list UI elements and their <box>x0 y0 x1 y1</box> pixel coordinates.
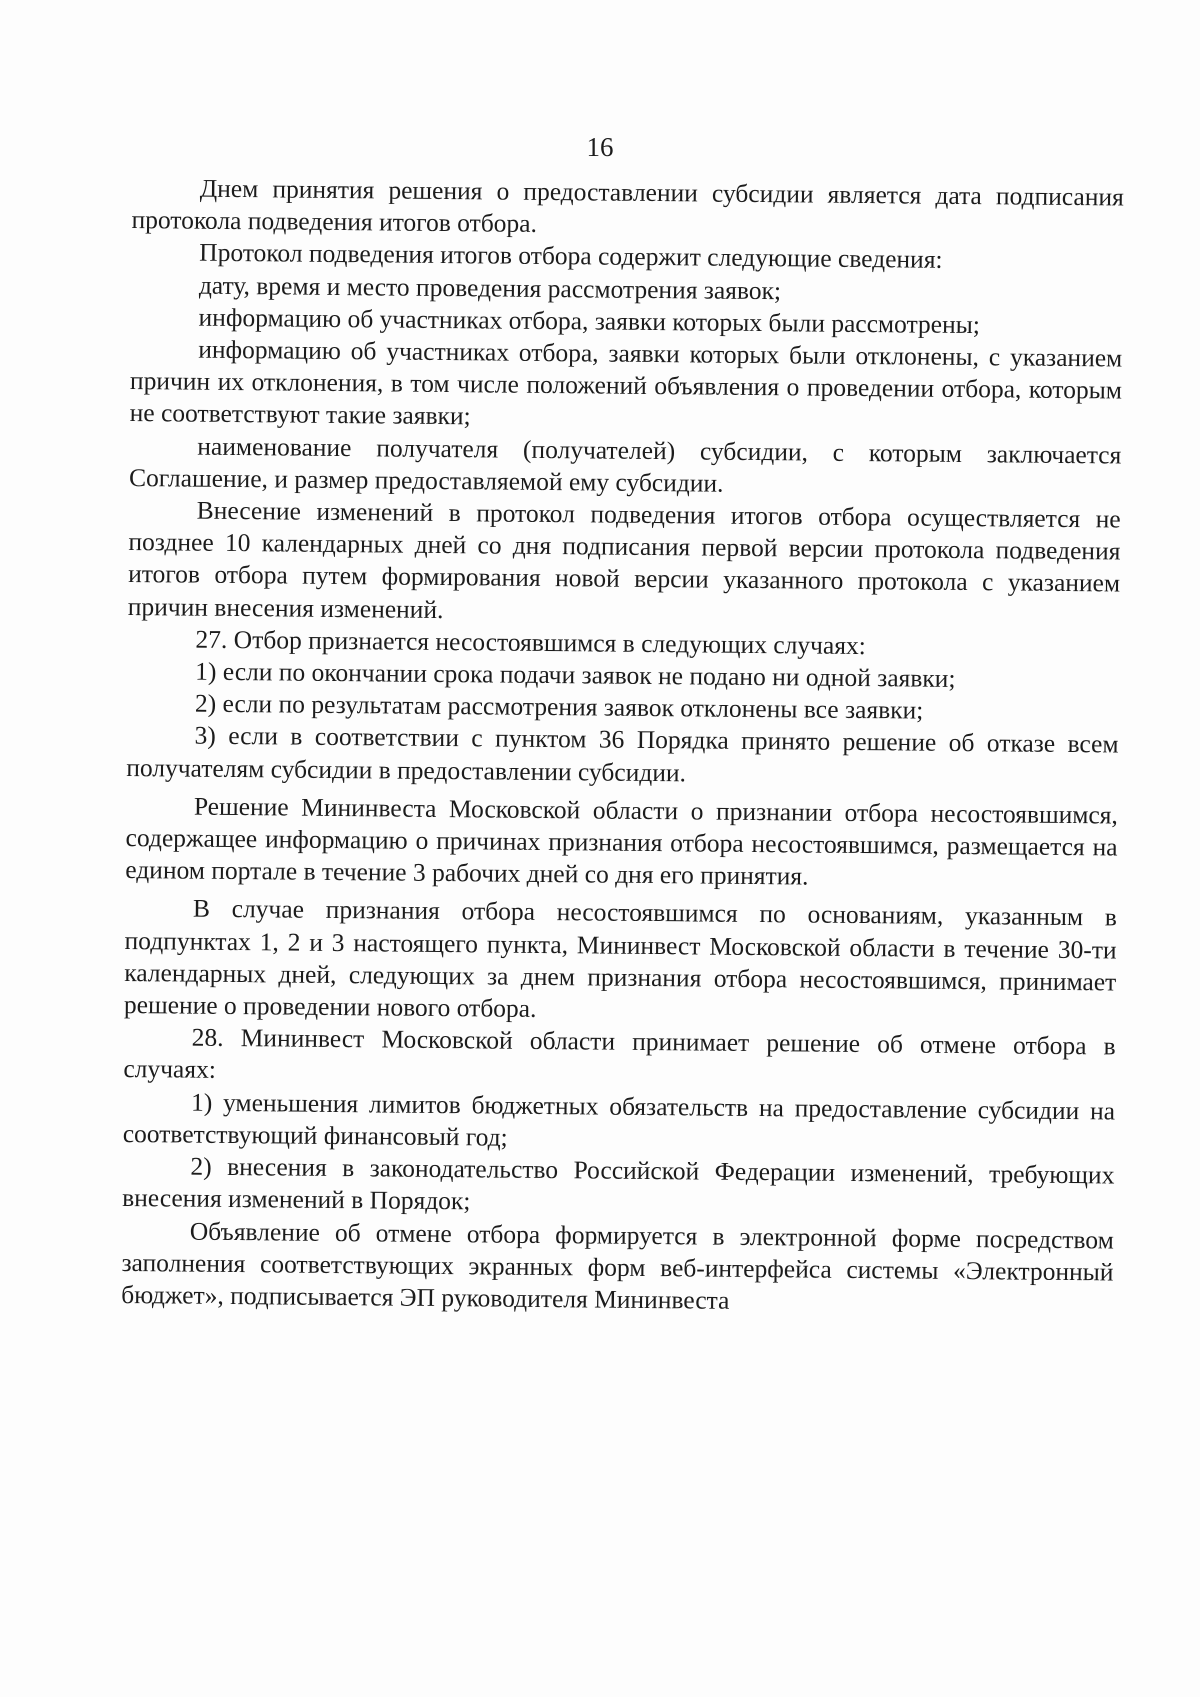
paragraph: 1) уменьшения лимитов бюджетных обязательств на предоставление субсидии на соответствующий финансовый год; <box>122 1087 1116 1152</box>
paragraph: 1) если по окончании срока подачи заявок не подано ни одной заявки; <box>195 656 956 693</box>
paragraph: 3) если в соответствии с пунктом 36 Порядка принято решение об отказе всем получателям субсидии в предоставлении субсидии. <box>126 721 1119 788</box>
paragraph: информацию об участниках отбора, заявки которых были отклонены, с указанием причин их отклонения, в том числе положений объявления о проведении отбора, которым не соответствуют такие заявки; <box>129 334 1123 431</box>
paragraph: 28. Мининвест Московской области принимает решение об отмене отбора в случаях: <box>123 1022 1116 1085</box>
paragraph: Протокол подведения итогов отбора содержит следующие сведения: <box>199 238 943 275</box>
paragraph: наименование получателя (получателей) субсидии, с которым заключается Соглашение, и размер предоставляемой ему субсидии. <box>128 431 1122 498</box>
paragraph: В случае признания отбора несостоявшимся по основаниям, указанным в подпунктах 1, 2 и 3 настоящего пункта, Мининвест Московской области в течение 30-ти календарных дней, следующих за днем признания отбора несостоявшимся, принимает решение о проведении нового отбора. <box>123 894 1118 1023</box>
paragraph: Решение Мининвеста Московской области о признании отбора несостоявшимся, содержащее информацию о причинах признания отбора несостоявшимся, размещается на едином портале в течение 3 рабочих дней со дня его принятия. <box>125 791 1119 891</box>
paragraph: Объявление об отмене отбора формируется в электронной форме посредством заполнения соответствующих экранных форм веб-интерфейса системы «Электронный бюджет», подписывается ЭП руководителя Мининвеста <box>121 1216 1114 1315</box>
paragraph: дату, время и место проведения рассмотрения заявок; <box>198 270 782 305</box>
paragraph: Внесение изменений в протокол подведения итогов отбора осуществляется не позднее 10 календарных дней со дня подписания первой версии протокола подведения итогов отбора путем формирования новой версии указанного протокола с указанием причин внесения изменений. <box>127 495 1121 624</box>
paragraph: 2) внесения в законодательство Российской Федерации изменений, требующих внесения изменений в Порядок; <box>122 1151 1115 1216</box>
paragraph: 2) если по результатам рассмотрения заявок отклонены все заявки; <box>194 688 924 725</box>
page-number: 16 <box>586 132 614 162</box>
document-body <box>121 172 1124 1321</box>
paragraph: 27. Отбор признается несостоявшимся в следующих случаях: <box>195 624 866 660</box>
paragraph: информацию об участниках отбора, заявки которых были рассмотрены; <box>198 302 981 339</box>
paragraph: Днем принятия решения о предоставлении субсидии является дата подписания протокола подведения итогов отбора. <box>131 173 1124 239</box>
